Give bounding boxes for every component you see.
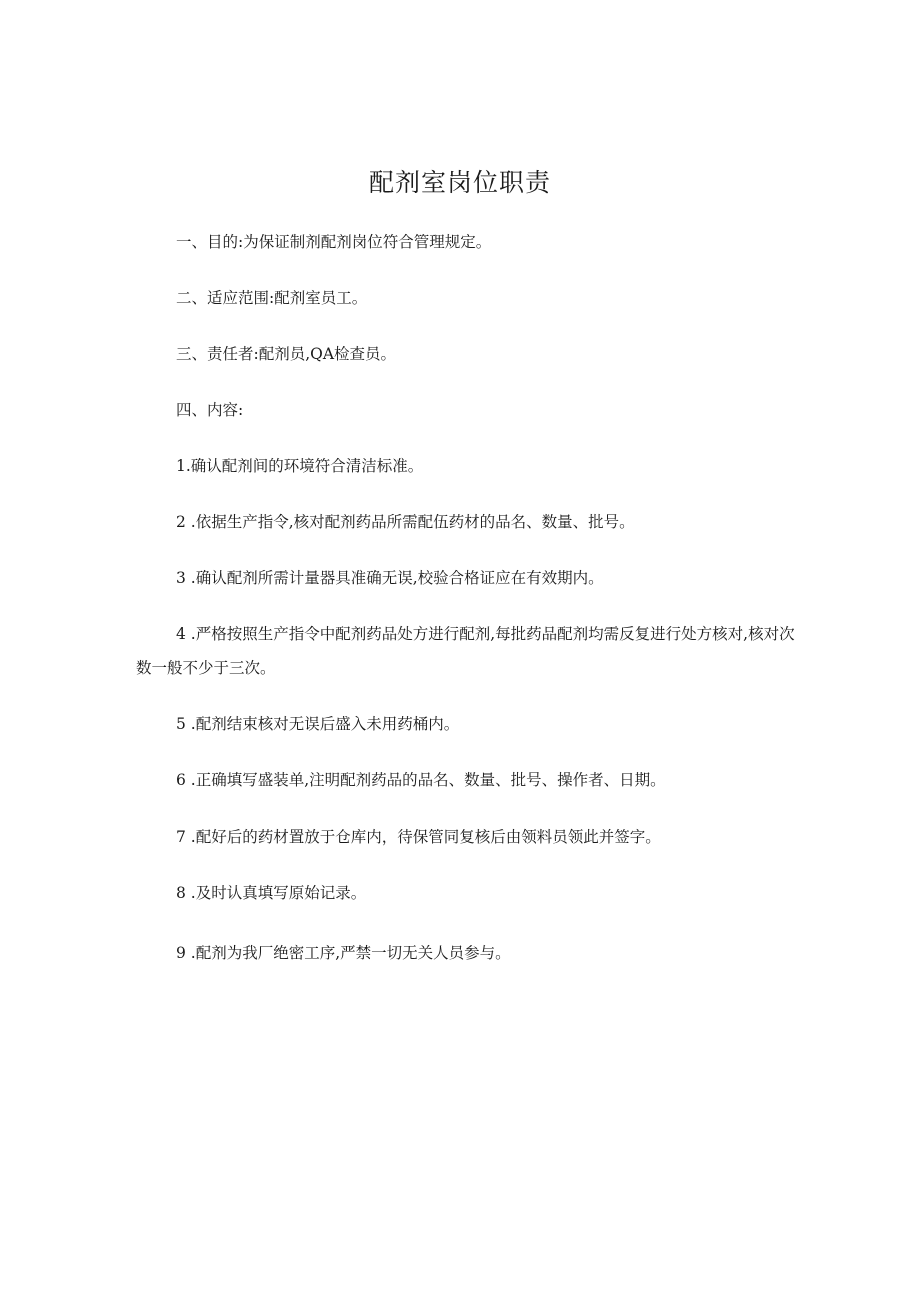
section-content-heading: 四、内容: <box>176 401 244 419</box>
list-item-3: 3 .确认配剂所需计量器具准确无误,校验合格证应在有效期内。 <box>176 569 604 587</box>
list-item-6: 6 .正确填写盛装单,注明配剂药品的品名、数量、批号、操作者、日期。 <box>176 771 666 789</box>
list-item-8: 8 .及时认真填写原始记录。 <box>176 884 367 902</box>
list-item-4: 4 .严格按照生产指令中配剂药品处方进行配剂,每批药品配剂均需反复进行处方核对,核对次数一般不少于三次。 <box>136 625 795 677</box>
section-scope: 二、适应范围:配剂室员工。 <box>176 289 368 307</box>
list-item-1: 1.确认配剂间的环境符合清洁标准。 <box>176 457 424 475</box>
list-item-9: 9 .配剂为我厂绝密工序,严禁一切无关人员参与。 <box>176 944 511 962</box>
section-responsible: 三、责任者:配剂员,QA检查员。 <box>176 345 397 363</box>
list-item-7: 7 .配好后的药材置放于仓库内，待保管同复核后由领料员领此并签字。 <box>176 828 661 846</box>
list-item-5: 5 .配剂结束核对无误后盛入未用药桶内。 <box>176 715 460 733</box>
document-title: 配剂室岗位职责 <box>368 168 551 197</box>
list-item-2: 2 .依据生产指令,核对配剂药品所需配伍药材的品名、数量、批号。 <box>176 513 635 531</box>
section-purpose: 一、目的:为保证制剂配剂岗位符合管理规定。 <box>176 233 492 251</box>
